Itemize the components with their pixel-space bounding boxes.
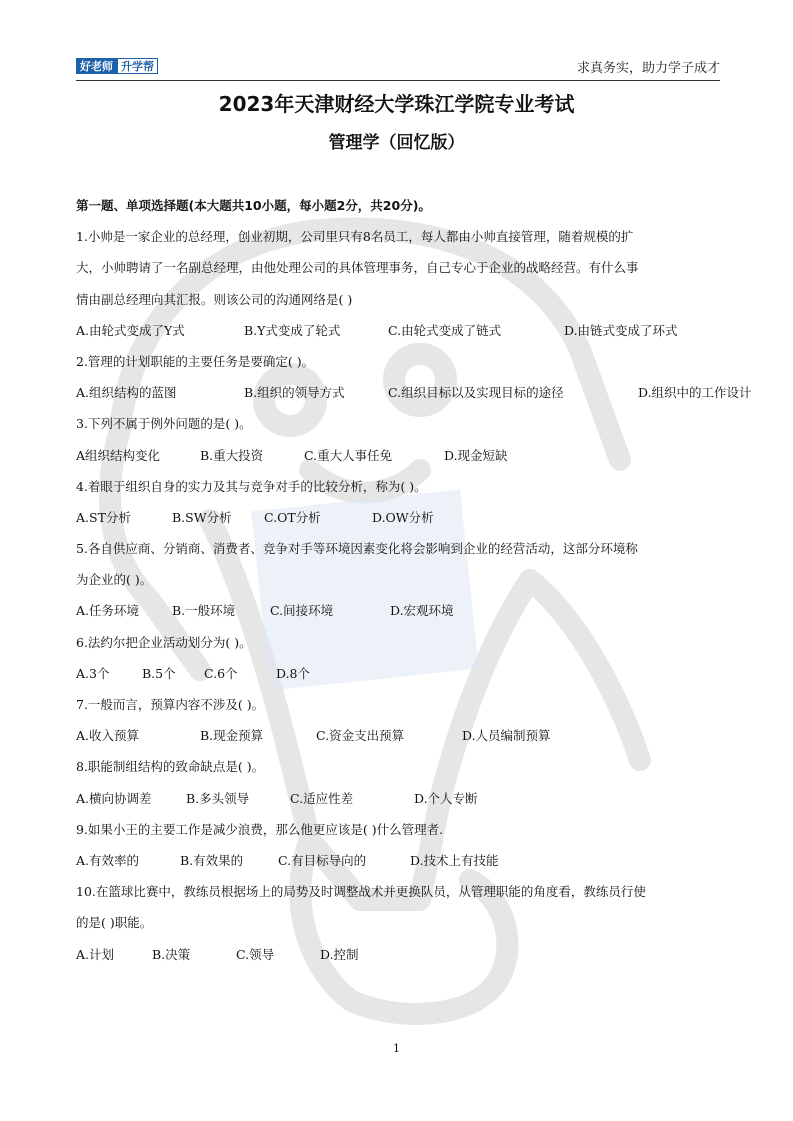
option-d: D.8个 [276, 665, 311, 681]
question-item [76, 751, 720, 813]
option-c: C.适应性差 [290, 790, 354, 806]
option-c: C.领导 [236, 946, 275, 962]
question-item [76, 408, 720, 470]
question-stem-line: 为企业的( )。 [76, 572, 153, 588]
option-b: B.Y式变成了轮式 [244, 322, 341, 338]
question-stem-line: 6.法约尔把企业活动划分为( )。 [76, 634, 252, 650]
question-stem-line: 5.各自供应商、分销商、消费者、竞争对手等环境因素变化将会影响到企业的经营活动，这部分环境称 [76, 541, 638, 557]
option-d: D.技术上有技能 [410, 852, 499, 868]
question-stem-line: 大，小帅聘请了一名副总经理，由他处理公司的具体管理事务，自己专心于企业的战略经营。有什么事 [76, 260, 639, 276]
option-b: B.有效果的 [180, 852, 244, 868]
question-item [76, 814, 720, 876]
logo-part-1: 好老师 [76, 58, 117, 74]
option-c: C.由轮式变成了链式 [388, 322, 502, 338]
section-title: 第一题、单项选择题(本大题共10小题，每小题2分，共20分)。 [76, 198, 431, 213]
option-c: C.6个 [204, 665, 238, 681]
option-c: C.有目标导向的 [278, 852, 367, 868]
option-a: A.由轮式变成了Y式 [76, 322, 185, 338]
option-d: D.控制 [320, 946, 359, 962]
option-a: A.计划 [76, 946, 115, 962]
option-a: A.组织结构的蓝图 [76, 385, 177, 401]
option-c: C.资金支出预算 [316, 728, 405, 744]
page-title: 2023年天津财经大学珠江学院专业考试 [218, 92, 575, 116]
option-b: B.多头领导 [186, 790, 250, 806]
answer-options [76, 783, 720, 814]
header-slogan: 求真务实，助力学子成才 [576, 61, 720, 76]
logo-part-2: 升学帮 [117, 58, 158, 74]
question-stem-line: 2.管理的计划职能的主要任务是要确定( )。 [76, 353, 315, 369]
option-a: A组织结构变化 [76, 447, 161, 463]
option-c: C.间接环境 [270, 603, 334, 619]
option-b: B.5个 [142, 665, 176, 681]
option-b: B.一般环境 [172, 603, 236, 619]
brand-logo [76, 58, 158, 74]
question-item [76, 533, 720, 627]
answer-options [76, 658, 720, 689]
answer-options [76, 502, 720, 533]
answer-options [76, 377, 752, 408]
question-stem-line: 8.职能制组结构的致命缺点是( )。 [76, 759, 265, 775]
question-stem-line: 10.在篮球比赛中，教练员根据场上的局势及时调整战术并更换队员，从管理职能的角度看，教练员行使 [76, 884, 646, 900]
question-list [76, 221, 752, 970]
option-d: D.现金短缺 [444, 447, 508, 463]
option-b: B.现金预算 [200, 728, 264, 744]
option-a: A.横向协调差 [76, 790, 152, 806]
option-d: D.人员编制预算 [462, 728, 551, 744]
question-item [76, 471, 720, 533]
option-a: A.有效率的 [76, 852, 140, 868]
page-header [76, 54, 720, 81]
option-a: A.任务环境 [76, 603, 140, 619]
answer-options [76, 595, 720, 626]
answer-options [76, 720, 720, 751]
question-item [76, 876, 720, 970]
option-b: B.SW分析 [172, 509, 232, 525]
page-subtitle: 管理学（回忆版） [328, 133, 465, 153]
question-stem-line: 情由副总经理向其汇报。则该公司的沟通网络是( ) [76, 291, 353, 307]
option-c: C.组织目标以及实现目标的途径 [388, 385, 564, 401]
question-item [76, 627, 720, 689]
option-d: D.个人专断 [414, 790, 478, 806]
option-a: A.ST分析 [76, 509, 131, 525]
option-b: B.决策 [152, 946, 191, 962]
question-stem-line: 9.如果小王的主要工作是减少浪费，那么他更应该是( )什么管理者. [76, 821, 444, 837]
option-d: D.由链式变成了环式 [564, 322, 678, 338]
question-item [76, 221, 720, 346]
question-item [76, 346, 752, 408]
option-c: C.OT分析 [264, 509, 321, 525]
option-d: D.宏观环境 [390, 603, 454, 619]
page-number: 1 [393, 1042, 400, 1055]
option-d: D.组织中的工作设计 [638, 385, 752, 401]
option-a: A.收入预算 [76, 728, 140, 744]
question-stem-line: 1.小帅是一家企业的总经理，创业初期，公司里只有8名员工，每人都由小帅直接管理，随着规模的扩 [76, 229, 634, 245]
option-d: D.OW分析 [372, 509, 434, 525]
answer-options [76, 845, 720, 876]
option-b: B.组织的领导方式 [244, 385, 345, 401]
question-stem-line: 的是( )职能。 [76, 915, 153, 931]
answer-options [76, 315, 720, 346]
question-stem-line: 3.下列不属于例外问题的是( )。 [76, 416, 252, 432]
question-item [76, 689, 720, 751]
question-section [76, 190, 752, 970]
question-stem-line: 7.一般而言，预算内容不涉及( )。 [76, 697, 265, 712]
question-stem-line: 4.着眼于组织自身的实力及其与竞争对手的比较分析，称为( )。 [76, 478, 427, 494]
option-c: C.重大人事任免 [304, 447, 393, 463]
option-b: B.重大投资 [200, 447, 264, 463]
answer-options [76, 440, 720, 471]
option-a: A.3个 [76, 665, 110, 681]
answer-options [76, 939, 720, 970]
